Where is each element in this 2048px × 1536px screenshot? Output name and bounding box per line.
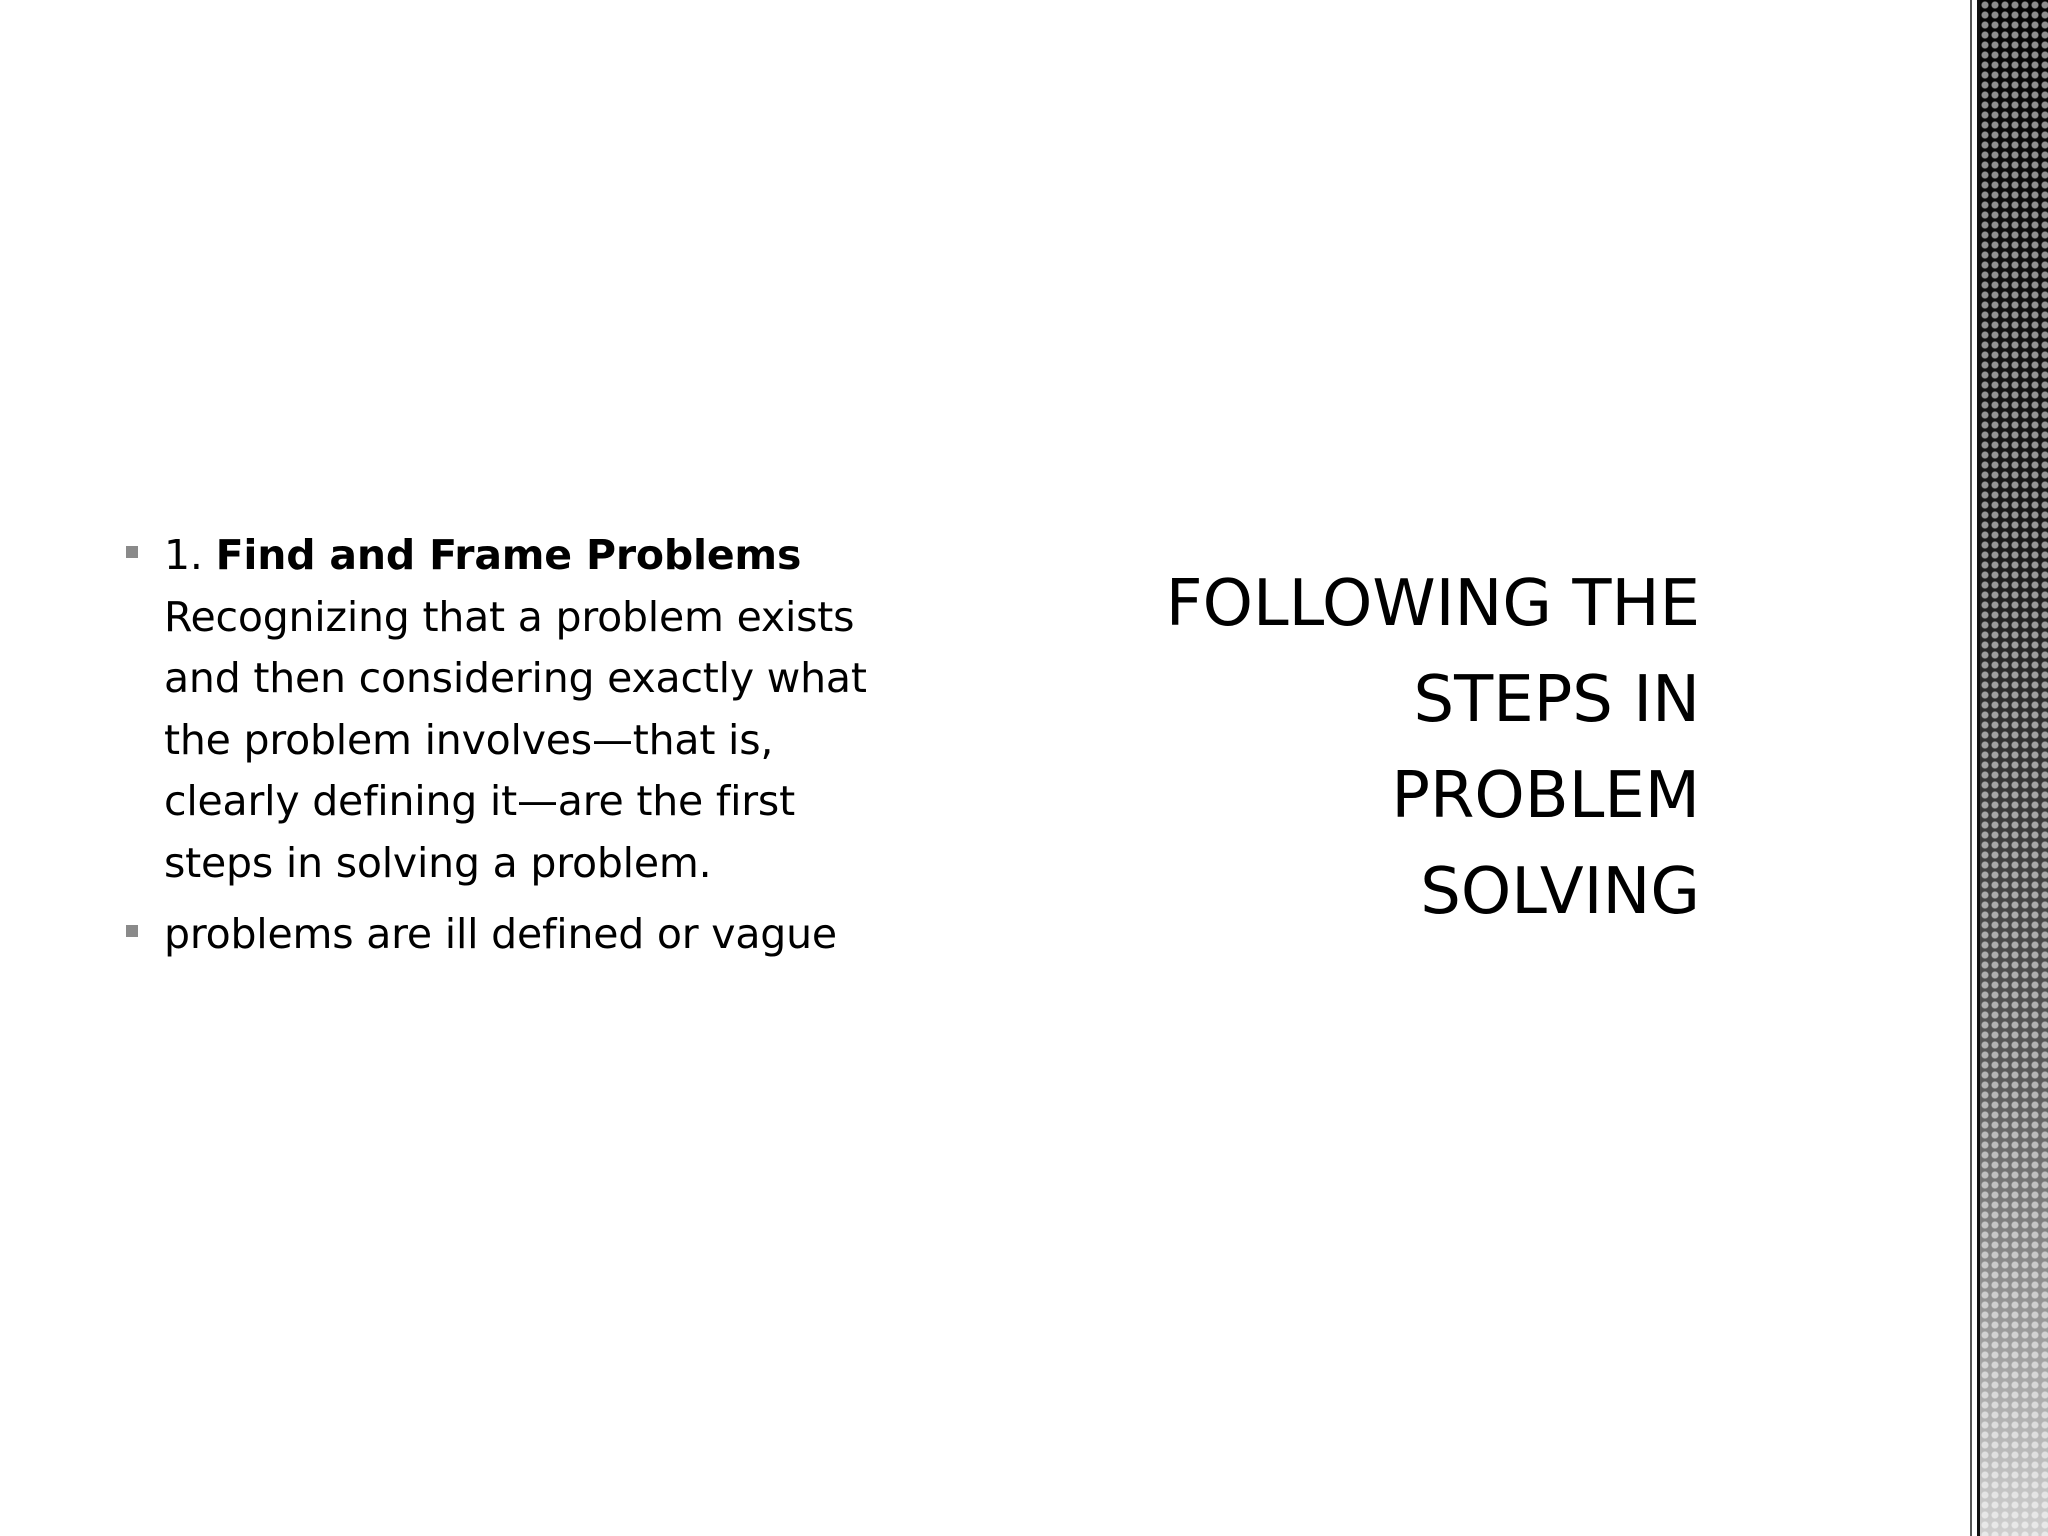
bullet-list [126,525,906,976]
bullet-2-text: problems are ill defined or vague [164,910,837,958]
bullet-1-body-line: Recognizing that a problem exists [164,592,855,641]
bullet-square-icon [126,925,138,937]
decorative-texture-strip [1980,0,2048,1536]
bullet-1-body-line: clearly defining it—are the first [164,777,795,825]
bullet-1-body-line: and then considering exactly what [164,654,867,702]
bullet-1-heading: Find and Frame Problems [215,531,802,579]
bullet-1-body-line: the problem involves—that is, [164,715,774,764]
decorative-divider [1970,0,1972,1536]
bullet-square-icon [126,546,138,558]
bullet-item-1 [126,525,906,894]
title-line: SOLVING [1420,855,1700,929]
bullet-1-body-line: steps in solving a problem. [164,838,712,887]
title-line: PROBLEM [1391,759,1700,833]
bullet-1-first-line [164,525,906,587]
title-line: FOLLOWING THE [1165,567,1700,641]
bullet-item-2 [126,904,906,966]
title-line: STEPS IN [1413,663,1700,737]
bullet-1-number: 1. [164,531,203,579]
slide-title [1000,556,1700,940]
